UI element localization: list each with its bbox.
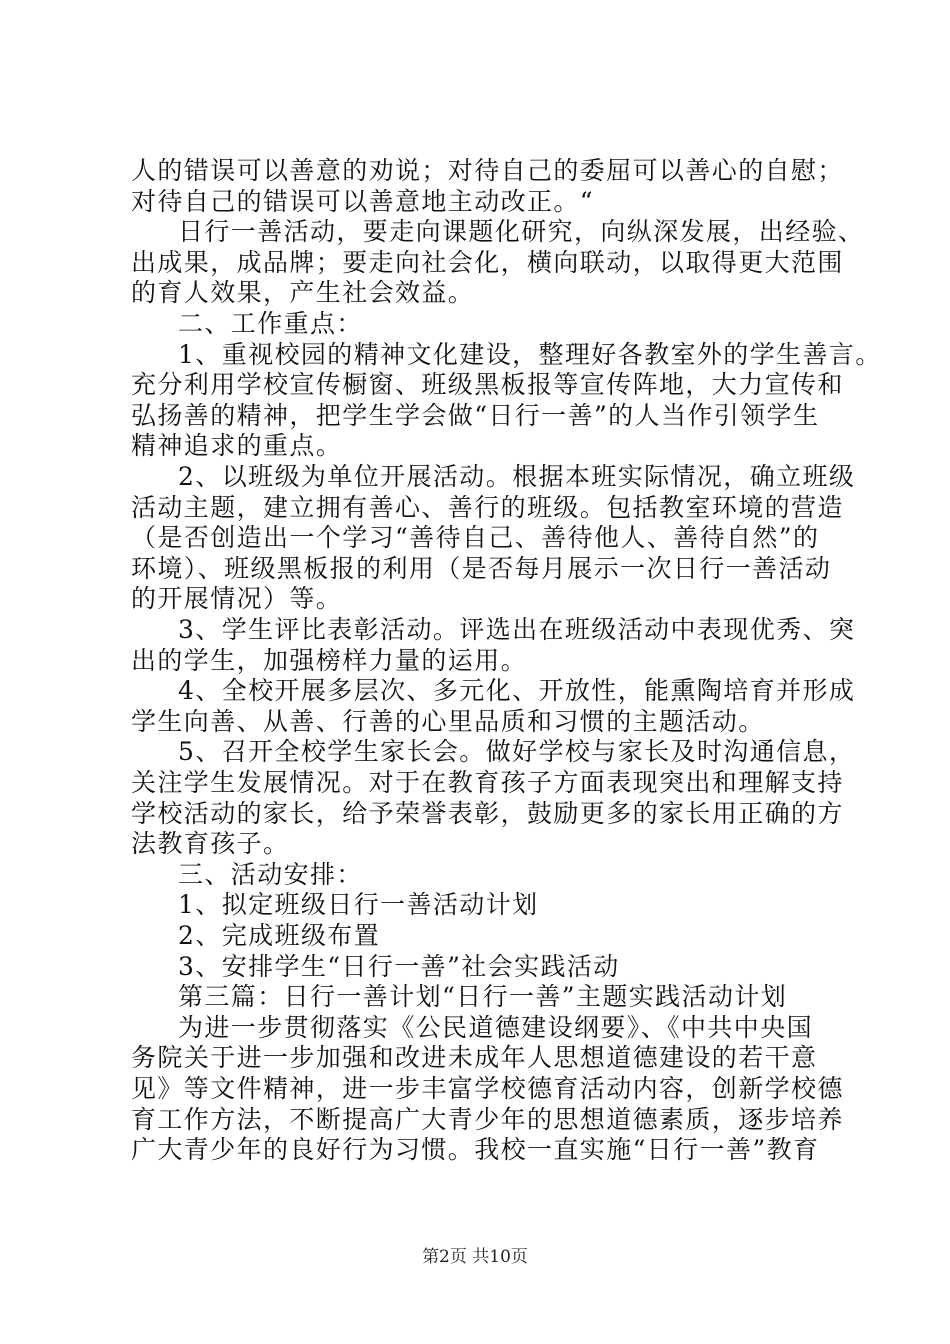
text-line: 环境）、班级黑板报的利用（是否每月展示一次日行一善活动 — [131, 553, 832, 583]
page-footer: 第2页 共10页 — [422, 1247, 528, 1267]
text-line: 2、以班级为单位开展活动。根据本班实际情况，确立班级 — [178, 462, 856, 491]
text-line: 育工作方法，不断提高广大青少年的思想道德素质，逐步培养 — [131, 1104, 844, 1134]
text-line: 1、拟定班级日行一善活动计划 — [178, 890, 539, 920]
text-line: 出的学生，加强榜样力量的运用。 — [131, 645, 528, 675]
text-line: 第三篇：日行一善计划“日行一善”主题实践活动计划 — [178, 982, 788, 1012]
text-line: 日行一善活动，要走向课题化研究，向纵深发展，出经验、 — [178, 217, 865, 247]
text-line: 关注学生发展情况。对于在教育孩子方面表现突出和理解支持 — [131, 768, 844, 797]
text-line: 活动主题，建立拥有善心、善行的班级。包括教室环境的营造 — [131, 492, 844, 522]
text-line: 为进一步贯彻落实《公民道德建设纲要》、《中共中央国 — [178, 1012, 814, 1042]
text-line: 学生向善、从善、行善的心里品质和习惯的主题活动。 — [131, 706, 765, 736]
text-line: 务院关于进一步加强和改进未成年人思想道德建设的若干意 — [131, 1043, 818, 1073]
text-line: 法教育孩子。 — [131, 829, 290, 859]
text-line: 对待自己的错误可以善意地主动改正。“ — [131, 186, 594, 216]
text-line: 广大青少年的良好行为习惯。我校一直实施“日行一善”教育 — [131, 1135, 820, 1165]
text-line: 的育人效果，产生社会效益。 — [131, 278, 475, 308]
text-line: 三、活动安排： — [178, 859, 363, 889]
text-line: 精神追求的重点。 — [131, 431, 343, 461]
text-line: 充分利用学校宣传橱窗、班级黑板报等宣传阵地，大力宣传和 — [131, 370, 844, 400]
text-line: 1、重视校园的精神文化建设，整理好各教室外的学生善言。 — [178, 339, 882, 369]
text-line: 2、完成班级布置 — [178, 921, 381, 950]
text-line: 见》等文件精神，进一步丰富学校德育活动内容，创新学校德 — [131, 1074, 844, 1103]
text-line: 人的错误可以善意的劝说；对待自己的委屈可以善心的自慰； — [131, 156, 844, 185]
text-line: 弘扬善的精神，把学生学会做“日行一善”的人当作引领学生 — [131, 400, 820, 430]
text-line: 3、安排学生“日行一善”社会实践活动 — [178, 951, 620, 981]
text-line: 学校活动的家长，给予荣誉表彰，鼓励更多的家长用正确的方 — [131, 798, 844, 828]
text-line: 4、全校开展多层次、多元化、开放性，能熏陶培育并形成 — [178, 676, 856, 706]
text-line: 二、工作重点： — [178, 309, 363, 338]
text-line: （是否创造出一个学习“善待自己、善待他人、善待自然”的 — [131, 523, 820, 553]
text-line: 5、召开全校学生家长会。做好学校与家长及时沟通信息， — [178, 737, 856, 767]
text-line: 出成果，成品牌；要走向社会化，横向联动，以取得更大范围 — [131, 247, 844, 277]
text-line: 的开展情况）等。 — [131, 584, 343, 614]
text-line: 3、学生评比表彰活动。评选出在班级活动中表现优秀、突 — [178, 615, 856, 644]
